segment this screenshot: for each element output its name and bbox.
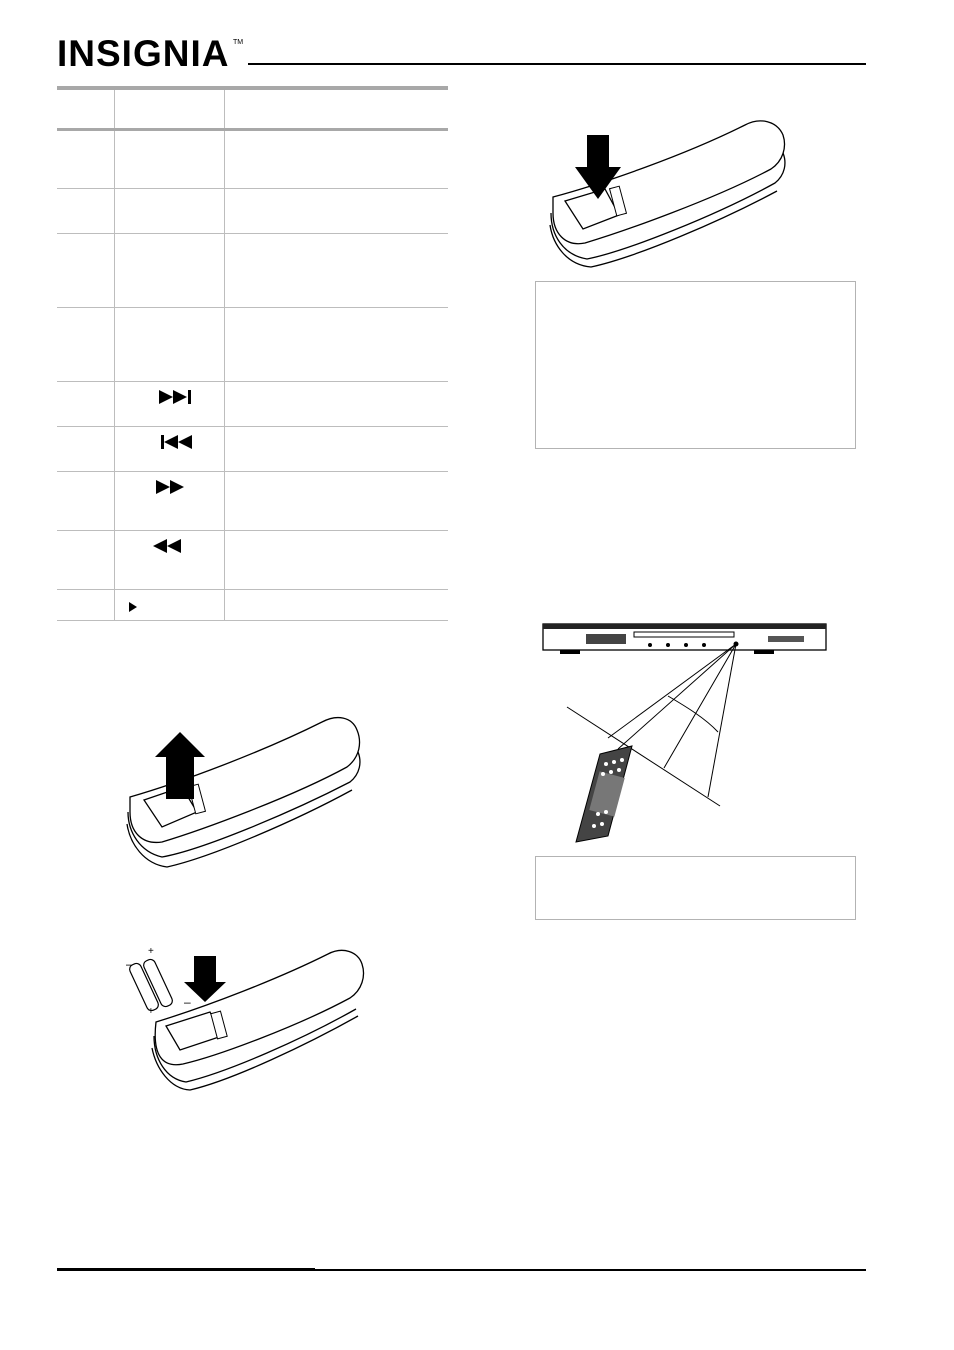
battery-minus-label: – [126,957,133,971]
close-battery-cover-illustration [545,117,793,269]
remote-buttons-table [57,86,448,621]
note-box [535,856,856,920]
table-row [57,427,448,472]
battery-plus-label: + [148,1006,154,1017]
table-header-row [57,88,448,130]
insert-batteries-illustration [118,944,370,1092]
fast-forward-icon [156,480,190,494]
table-row [57,234,448,308]
footer-rule [315,1269,866,1271]
header-rule [248,63,866,65]
next-icon [159,390,199,404]
logo-trademark: TM [233,39,244,46]
table-row [57,531,448,590]
remote-back-outline [550,121,785,267]
battery-pair [128,958,174,1012]
table-row [57,590,448,621]
battery-minus-label: – [184,995,191,1009]
table-header-cell [115,88,225,130]
play-icon [129,602,139,612]
remote-back-outline [127,718,360,867]
table-header-cell [225,88,449,130]
table-row [57,130,448,189]
rewind-icon [153,539,187,553]
table-header-cell [57,88,115,130]
table-row [57,308,448,382]
table-row [57,189,448,234]
logo-wordmark: INSIGNIA [57,33,230,74]
previous-icon [161,435,201,449]
remote-range-illustration [540,614,830,842]
remote-back-outline [152,950,364,1090]
battery-plus-label: + [148,946,154,957]
insignia-logo [57,30,242,76]
table-row [57,472,448,531]
dvd-player [543,624,826,654]
note-box [535,281,856,449]
remove-battery-cover-illustration [122,712,367,870]
footer-rule [57,1268,315,1271]
remote-control [576,746,632,842]
table-row [57,382,448,427]
